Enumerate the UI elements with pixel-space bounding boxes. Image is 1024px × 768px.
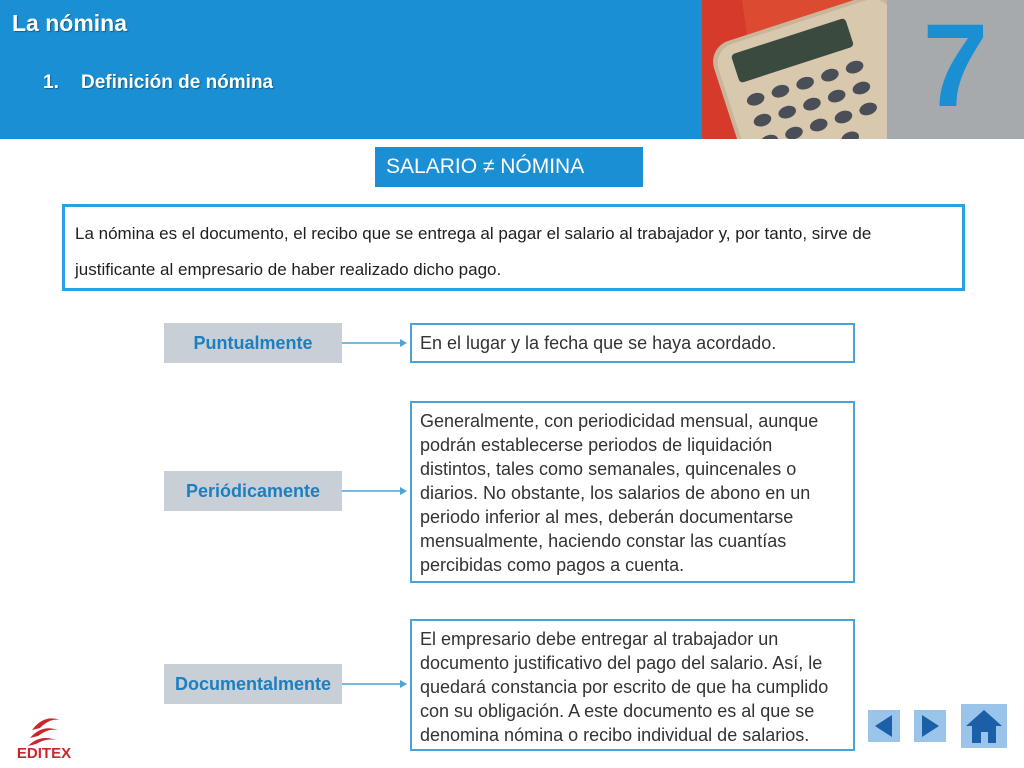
arrow-icon bbox=[342, 486, 408, 496]
triangle-left-icon bbox=[868, 710, 900, 742]
definition-text: La nómina es el documento, el recibo que se entrega al pagar el salario al trabajador y, por tanto, sirve de justificante al empresario de haber realizado dicho pago. bbox=[75, 224, 872, 279]
triangle-right-icon bbox=[914, 710, 946, 742]
section-heading bbox=[43, 72, 273, 94]
label-puntualmente: Puntualmente bbox=[164, 323, 342, 363]
section-title: Definición de nómina bbox=[81, 72, 274, 93]
chapter-number: 7 bbox=[922, 0, 989, 132]
label-documentalmente: Documentalmente bbox=[164, 664, 342, 704]
description-periodicamente: Generalmente, con periodicidad mensual, aunque podrán establecerse periodos de liquidación distintos, tales como semanales, quincenales o diarios. No obstante, los salarios de abono en un periodo inferior al mes, deberán documentarse mensualmente, haciendo constar las cuantías percibidas como pagos a cuenta. bbox=[410, 401, 855, 583]
description-puntualmente: En el lugar y la fecha que se haya acordado. bbox=[410, 323, 855, 363]
previous-slide-button[interactable] bbox=[868, 710, 900, 742]
section-number: 1. bbox=[43, 72, 59, 93]
editex-logo bbox=[10, 712, 78, 762]
next-slide-button[interactable] bbox=[914, 710, 946, 742]
page-title: La nómina bbox=[12, 10, 128, 36]
salario-nomina-banner: SALARIO ≠ NÓMINA bbox=[375, 147, 643, 187]
home-icon bbox=[961, 704, 1007, 748]
definition-box bbox=[62, 204, 965, 291]
calculator-image bbox=[702, 0, 887, 139]
arrow-icon bbox=[342, 338, 408, 348]
label-periodicamente: Periódicamente bbox=[164, 471, 342, 511]
logo-text: EDITEX bbox=[16, 745, 72, 762]
description-documentalmente: El empresario debe entregar al trabajador un documento justificativo del pago del salario. Así, le quedará constancia por escrito de que ha cumplido con su obligación. A este documento es al que se denomina nómina o recibo individual de salarios. bbox=[410, 619, 855, 751]
home-button[interactable] bbox=[961, 704, 1007, 748]
arrow-icon bbox=[342, 679, 408, 689]
